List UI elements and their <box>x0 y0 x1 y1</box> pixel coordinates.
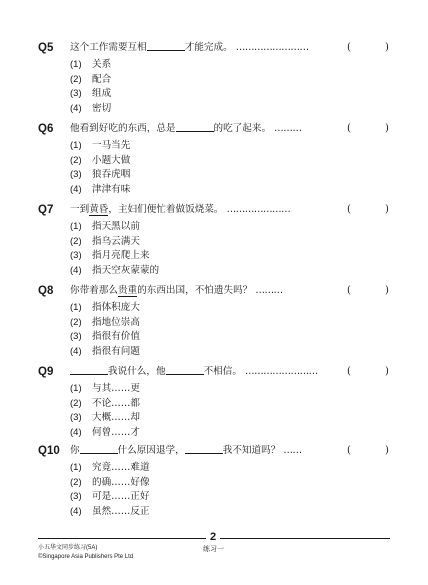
section-label: 练习一 <box>203 545 224 553</box>
option-3[interactable]: (3) 组成 <box>70 88 112 99</box>
underlined-word: 贵重 <box>117 285 138 296</box>
page-number: 2 <box>206 531 220 543</box>
options-list <box>70 58 388 116</box>
answer-paren-open: ( <box>347 123 351 134</box>
question-q8 <box>38 283 388 359</box>
answer-paren-close: ) <box>385 123 389 134</box>
publisher-copyright: ©Singapore Asia Publishers Pte Ltd <box>38 554 134 560</box>
options-list <box>70 301 388 359</box>
option-1[interactable]: (1) 关系 <box>70 59 112 70</box>
options-list <box>70 220 388 278</box>
question-q7 <box>38 202 388 278</box>
option-4[interactable]: (4) 津津有味 <box>70 183 131 195</box>
question-text: 一到黄昏，主妇们便忙着做饭烧菜。 ………………… <box>70 204 291 215</box>
option-3[interactable]: (3) 指很有价值 <box>70 331 140 342</box>
option-3[interactable]: (3) 指月亮爬上来 <box>70 250 150 261</box>
option-2[interactable]: (2) 小题大做 <box>70 154 131 166</box>
answer-paren-close: ) <box>385 445 389 456</box>
option-4[interactable]: (4) 指很有问题 <box>70 345 140 357</box>
option-1[interactable]: (1) 究竟……难道 <box>70 462 150 473</box>
question-number: Q10 <box>38 445 60 457</box>
question-text: 我说什么，他 不相信。 …………………… <box>70 364 318 380</box>
options-list <box>70 382 388 440</box>
option-1[interactable]: (1) 与其……更 <box>70 383 140 394</box>
footer-credits <box>38 544 133 562</box>
option-3[interactable]: (3) 可是……正好 <box>70 491 150 502</box>
option-3[interactable]: (3) 狼吞虎咽 <box>70 169 131 180</box>
answer-paren-close: ) <box>385 204 389 215</box>
question-q5 <box>38 40 388 116</box>
answer-blank-1[interactable] <box>80 443 118 454</box>
option-2[interactable]: (2) 指地位崇高 <box>70 316 140 328</box>
option-4[interactable]: (4) 虽然……反正 <box>70 505 150 517</box>
question-text: 这个工作需要互相 才能完成。 …………………… <box>70 42 309 53</box>
options-list <box>70 139 388 197</box>
answer-paren-close: ) <box>385 366 389 377</box>
option-2[interactable]: (2) 不论……都 <box>70 397 140 409</box>
answer-paren-open: ( <box>347 285 351 296</box>
question-q9 <box>38 364 388 440</box>
answer-paren-open: ( <box>347 445 351 456</box>
option-4[interactable]: (4) 密切 <box>70 102 112 114</box>
option-2[interactable]: (2) 指乌云满天 <box>70 235 140 247</box>
option-1[interactable]: (1) 指天黑以前 <box>70 221 140 232</box>
question-number: Q5 <box>38 42 54 54</box>
question-number: Q9 <box>38 366 54 378</box>
answer-paren-close: ) <box>385 42 389 53</box>
answer-blank-2[interactable] <box>185 443 223 454</box>
question-text: 你带着那么贵重的东西出国，不怕遗失吗？ ……… <box>70 285 283 296</box>
option-2[interactable]: (2) 配合 <box>70 73 112 85</box>
question-text: 他看到好吃的东西，总是 的吃了起来。 ……… <box>70 123 302 134</box>
option-4[interactable]: (4) 指天空灰蒙蒙的 <box>70 264 160 276</box>
option-4[interactable]: (4) 何曾……才 <box>70 426 140 438</box>
option-1[interactable]: (1) 指体积庞大 <box>70 302 140 313</box>
answer-paren-open: ( <box>347 366 351 377</box>
answer-blank[interactable] <box>176 121 214 132</box>
option-3[interactable]: (3) 大概……却 <box>70 412 140 423</box>
question-text: 你 什么原因退学， 我不知道吗？ …… <box>70 445 302 456</box>
answer-paren-close: ) <box>385 285 389 296</box>
question-number: Q6 <box>38 123 54 135</box>
answer-paren-open: ( <box>347 204 351 215</box>
question-q6 <box>38 121 388 197</box>
book-title: 小五华文同步练习(5A) <box>38 545 98 551</box>
question-q10 <box>38 443 388 519</box>
options-list <box>70 461 388 519</box>
option-2[interactable]: (2) 的确……好像 <box>70 476 150 488</box>
question-number: Q7 <box>38 204 54 216</box>
option-1[interactable]: (1) 一马当先 <box>70 140 131 151</box>
answer-paren-open: ( <box>347 42 351 53</box>
answer-blank[interactable] <box>147 40 185 51</box>
question-number: Q8 <box>38 285 54 297</box>
answer-blank-2[interactable] <box>166 364 204 375</box>
underlined-word: 黄昏 <box>89 204 109 215</box>
answer-blank-1[interactable] <box>70 364 108 375</box>
